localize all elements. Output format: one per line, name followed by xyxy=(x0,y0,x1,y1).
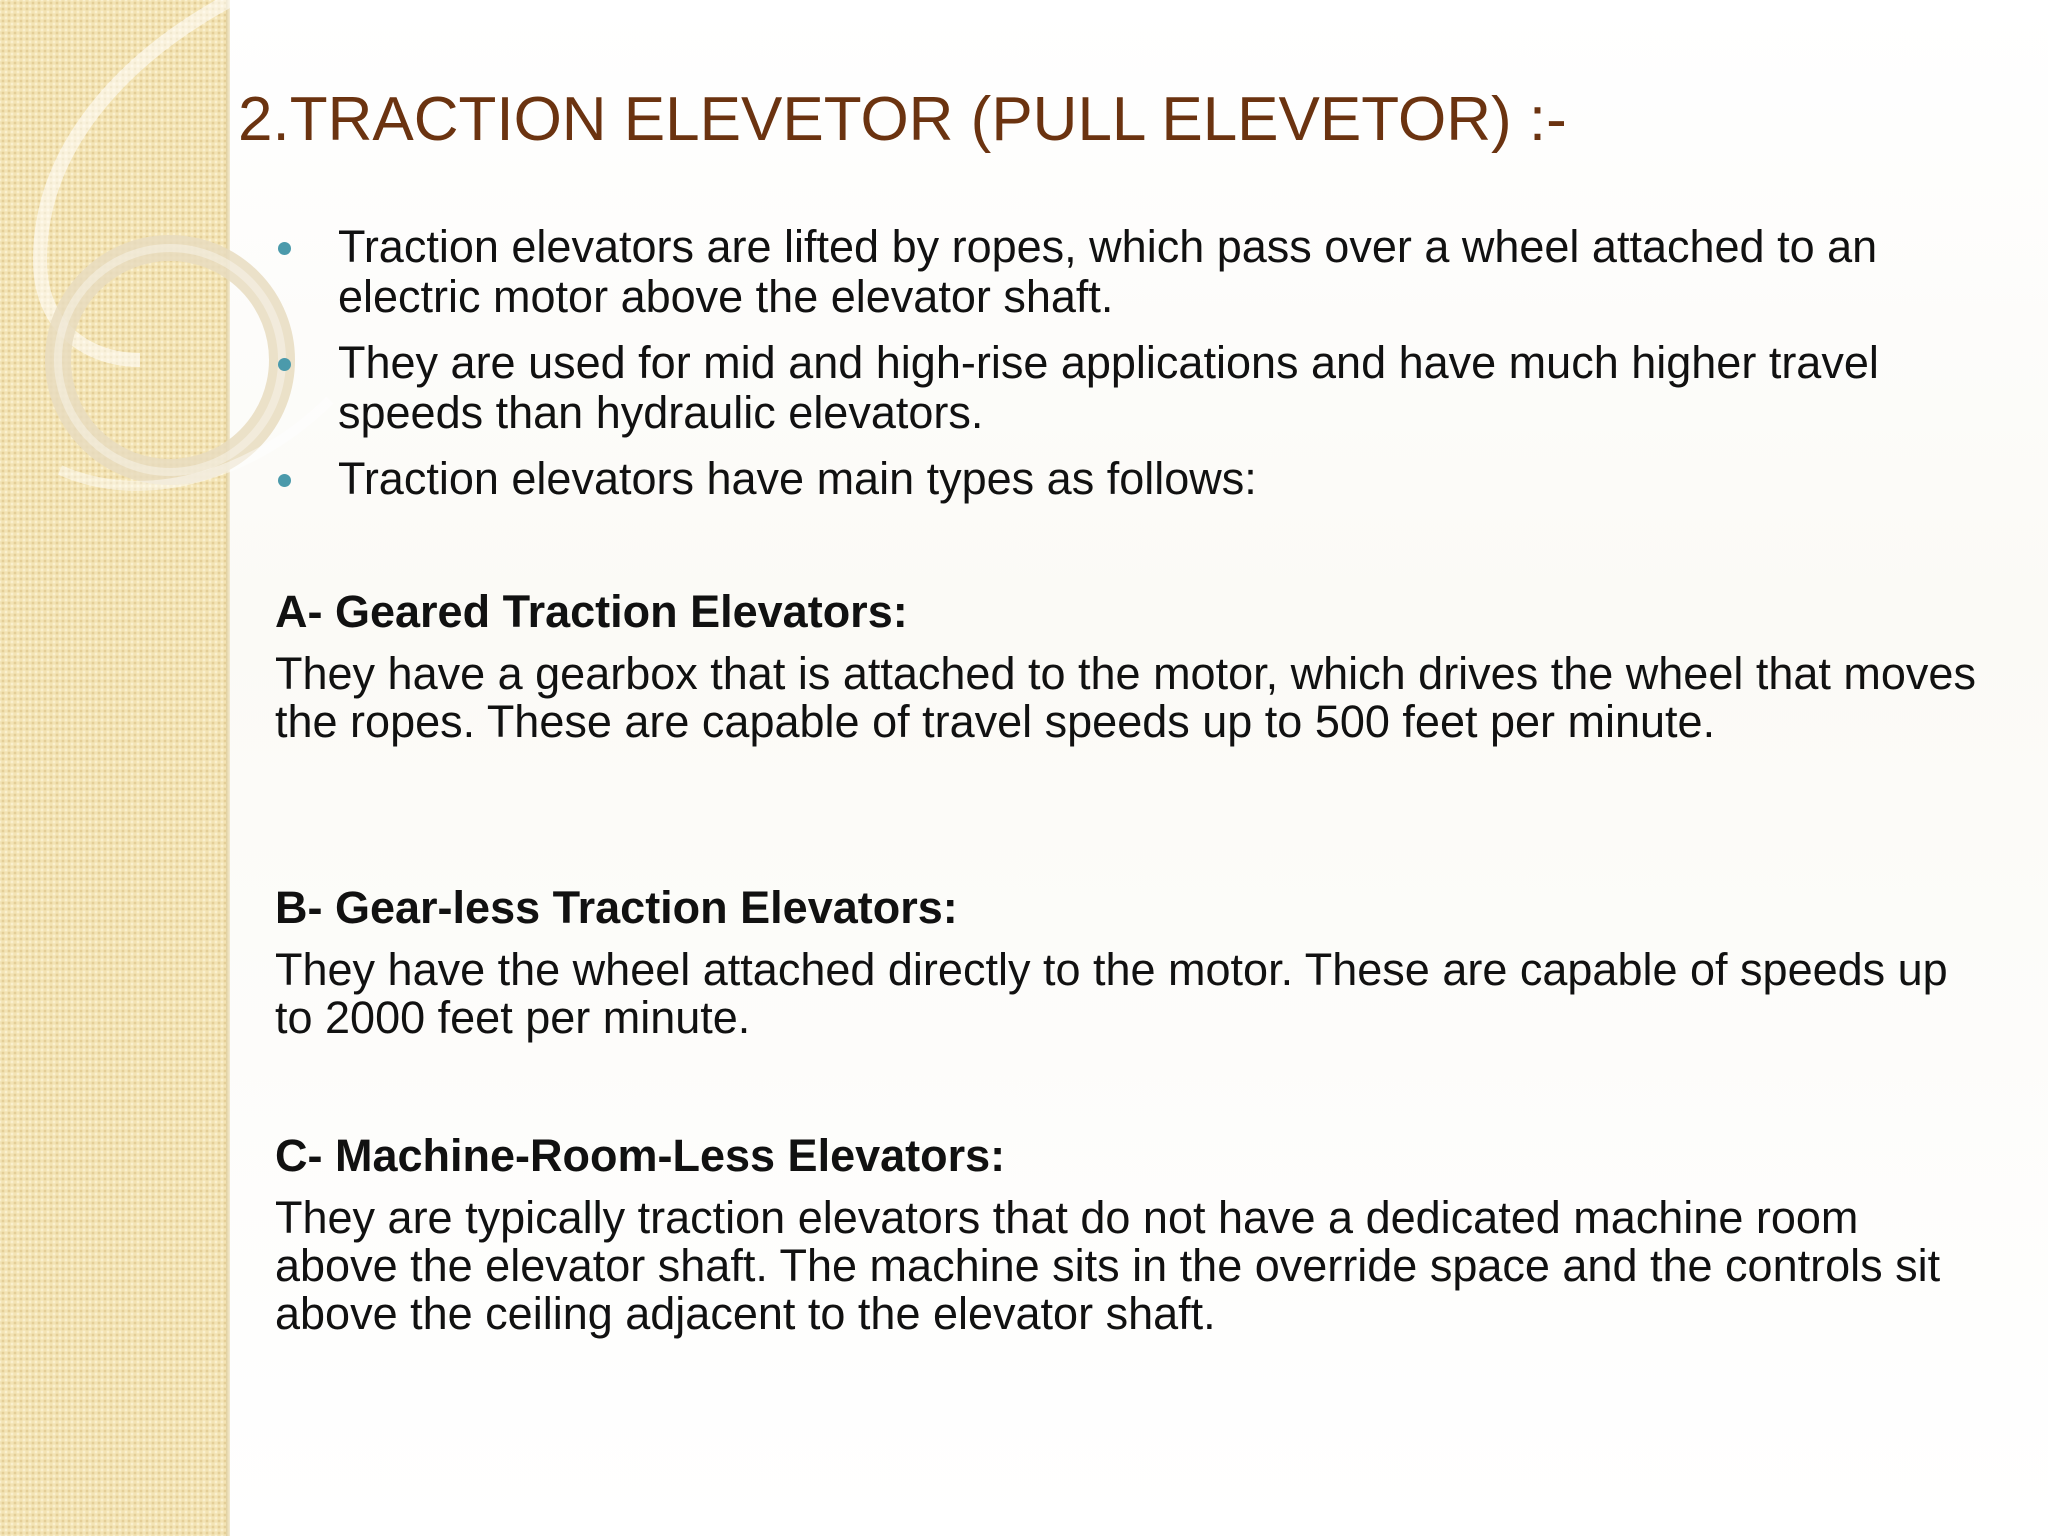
section-gearless-traction xyxy=(275,882,1985,1042)
bullet-text: Traction elevators are lifted by ropes, which pass over a wheel attached to an electric motor above the elevator shaft. xyxy=(338,221,1878,322)
bullet-dot-icon xyxy=(278,242,291,255)
bullet-text: Traction elevators have main types as follows: xyxy=(338,453,1257,504)
section-body: They have a gearbox that is attached to the motor, which drives the wheel that moves the ropes. These are capable of travel speeds up to 500 feet per minute. xyxy=(275,648,1976,747)
section-body: They are typically traction elevators that do not have a dedicated machine room above the elevator shaft. The machine sits in the override space and the controls sit above the ceiling adjacent to the elevator shaft. xyxy=(275,1192,1941,1339)
bullet-list xyxy=(278,222,1988,520)
bullet-dot-icon xyxy=(278,474,291,487)
section-heading: A- Geared Traction Elevators: xyxy=(275,586,908,637)
section-geared-traction xyxy=(275,586,1985,746)
bullet-text: They are used for mid and high-rise applications and have much higher travel speeds than hydraulic elevators. xyxy=(338,337,1879,438)
bullet-dot-icon xyxy=(278,358,291,371)
bullet-item xyxy=(278,222,1988,322)
slide-title: 2.TRACTION ELEVETOR (PULL ELEVETOR) :- xyxy=(238,85,1567,154)
section-heading: B- Gear-less Traction Elevators: xyxy=(275,882,958,933)
section-body: They have the wheel attached directly to the motor. These are capable of speeds up to 2000 feet per minute. xyxy=(275,944,1948,1043)
bullet-item xyxy=(278,338,1988,438)
bullet-item xyxy=(278,454,1988,504)
section-machine-room-less xyxy=(275,1130,1985,1338)
section-heading: C- Machine-Room-Less Elevators: xyxy=(275,1130,1006,1181)
